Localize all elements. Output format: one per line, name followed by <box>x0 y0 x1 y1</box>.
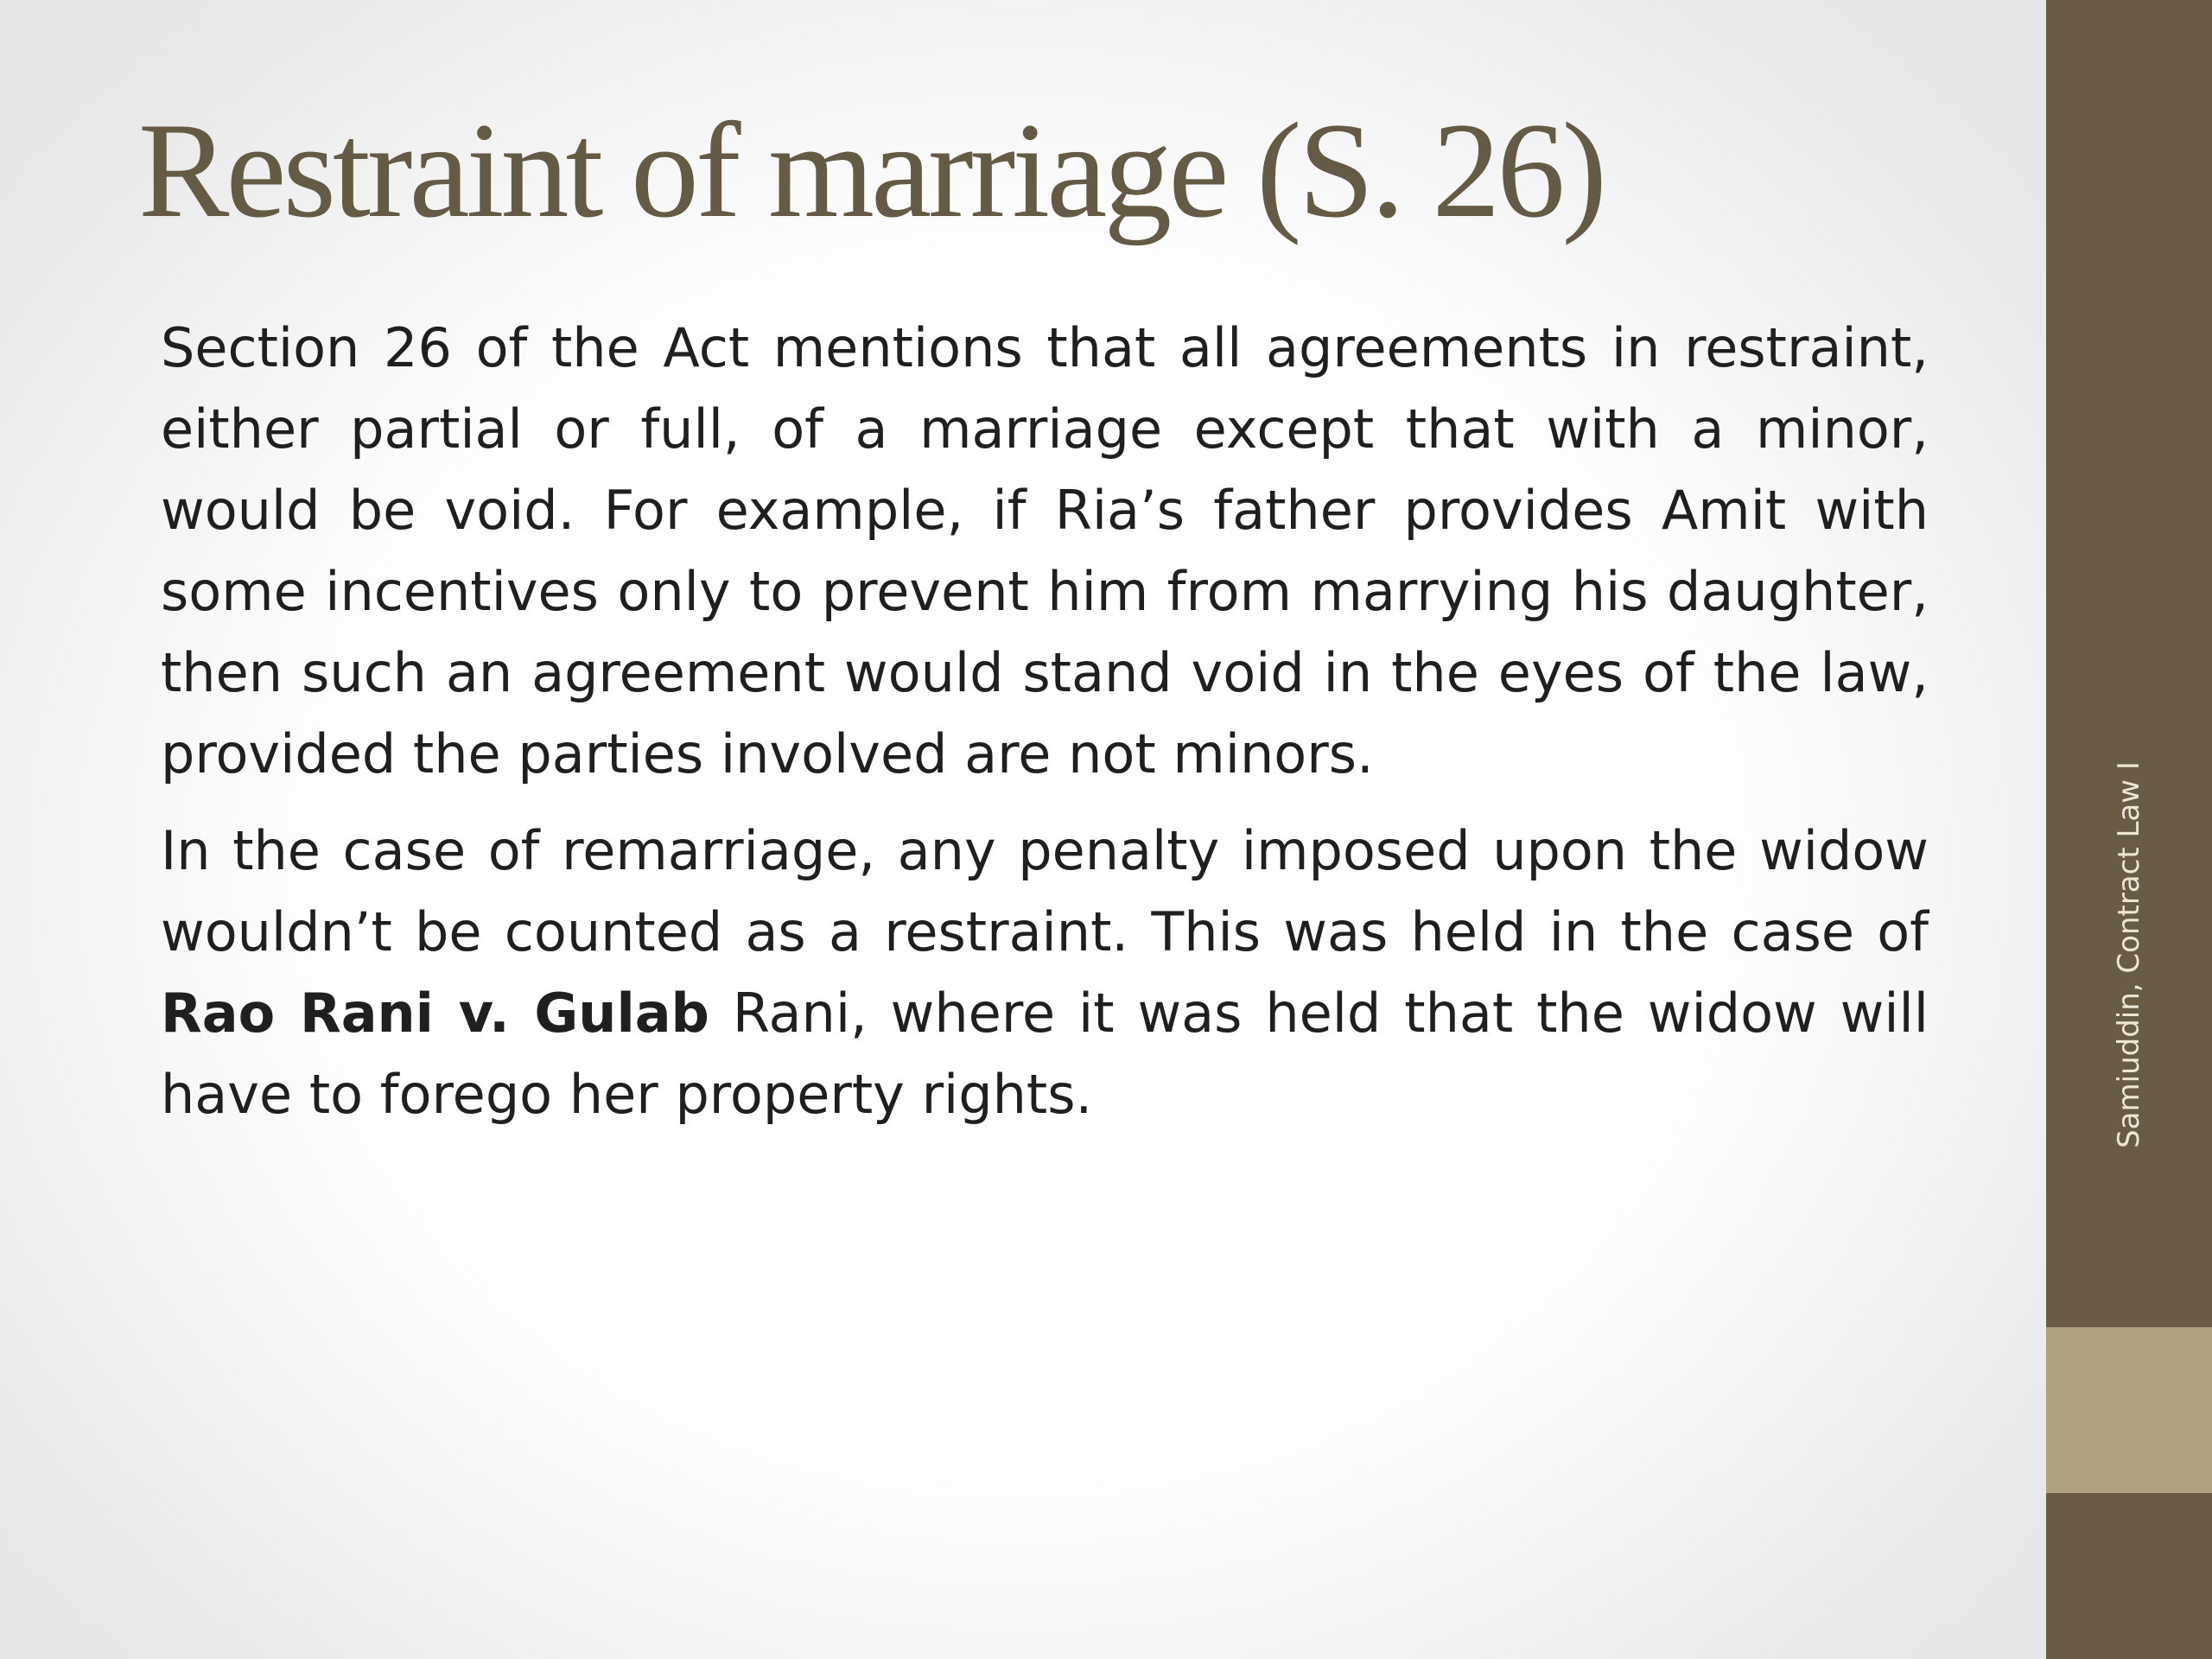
paragraph-section-26: Section 26 of the Act mentions that all agreements in restraint, either partial or full, of a marriage except that with a minor, would be void. For example, if Ria’s father provides Amit with some incentives only to prevent him from marrying his daughter, then such an agreement would stand void in the eyes of the law, provided the parties involved are not minors. <box>161 316 1929 785</box>
slide-body <box>161 308 1929 1151</box>
footer-author-course: Samiuddin, Contract Law I <box>2112 761 2146 1148</box>
paragraph-remarriage-text-start: In the case of remarriage, any penalty imposed upon the widow wouldn’t be counted as a restraint. This was held in the case of <box>161 819 1929 963</box>
right-sidebar <box>2046 0 2212 1659</box>
paragraph-remarriage-text-end: Rani, where it was held that the widow will have to forego her property rights. <box>161 982 1929 1126</box>
sidebar-accent-block <box>2046 1327 2212 1493</box>
paragraph-remarriage <box>161 810 1929 1135</box>
slide-title: Restraint of marriage (S. 26) <box>138 95 1605 246</box>
case-name-bold: Rao Rani v. Gulab <box>161 982 709 1045</box>
